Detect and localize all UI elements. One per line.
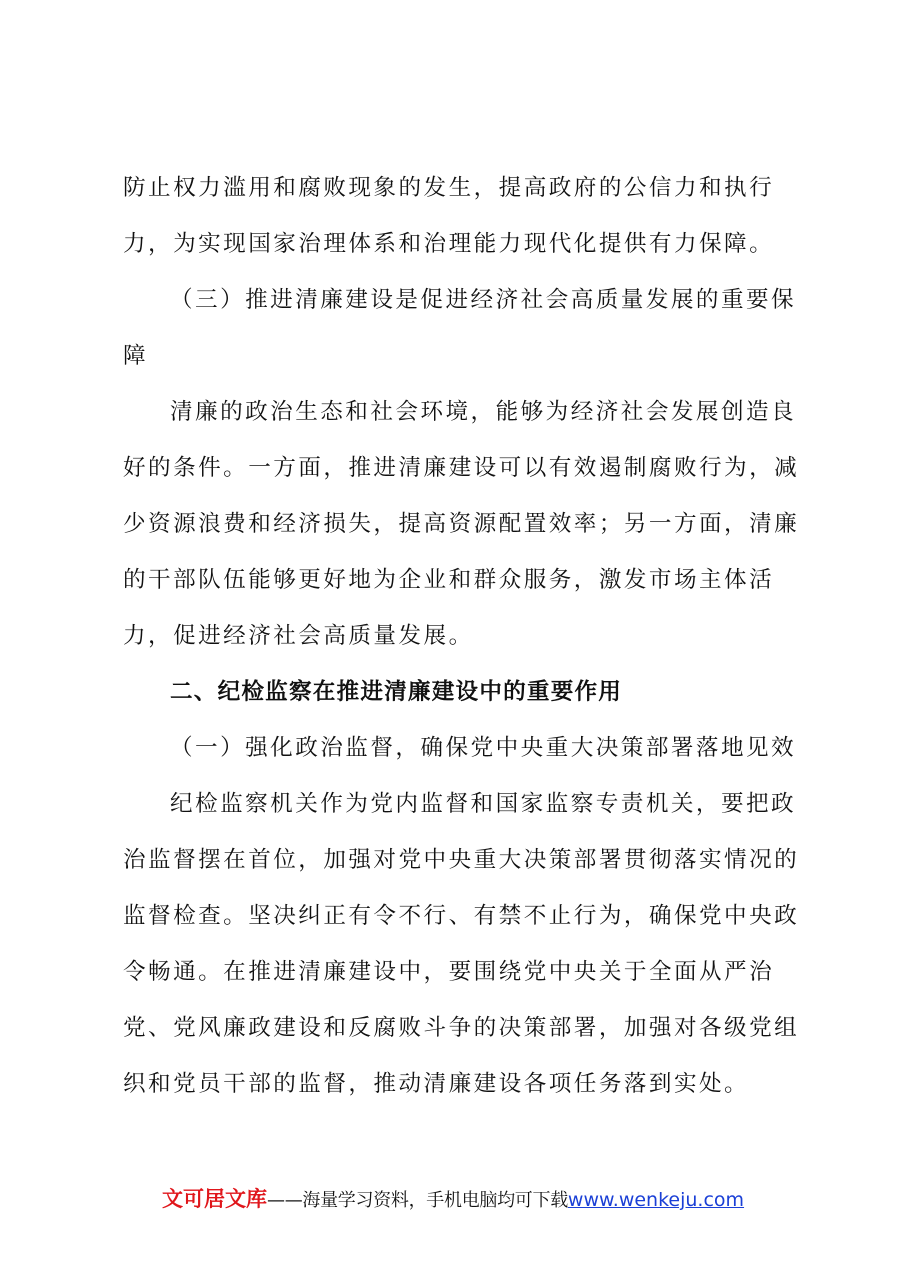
- page-footer: [162, 1183, 744, 1213]
- paragraph-line: 防止权力滥用和腐败现象的发生，提高政府的公信力和执行: [123, 175, 775, 201]
- paragraph-line: 力，为实现国家治理体系和治理能力现代化提供有力保障。: [123, 231, 775, 257]
- paragraph-line: 织和党员干部的监督，推动清廉建设各项任务落到实处。: [123, 1071, 750, 1097]
- section-heading-line: 障: [123, 343, 149, 369]
- footer-dash: ——: [267, 1190, 303, 1211]
- chapter-heading: 二、纪检监察在推进清廉建设中的重要作用: [170, 679, 623, 705]
- paragraph-line: 少资源浪费和经济损失，提高资源配置效率；另一方面，清廉: [123, 511, 800, 537]
- paragraph-line: 监督检查。坚决纠正有令不行、有禁不止行为，确保党中央政: [123, 903, 800, 929]
- paragraph-line: 的干部队伍能够更好地为企业和群众服务，激发市场主体活: [123, 567, 775, 593]
- section-heading-line: （三）推进清廉建设是促进经济社会高质量发展的重要保: [170, 287, 797, 313]
- paragraph-line: 纪检监察机关作为党内监督和国家监察专责机关，要把政: [170, 791, 797, 817]
- document-body: [123, 160, 800, 1112]
- paragraph-line: 好的条件。一方面，推进清廉建设可以有效遏制腐败行为，减: [123, 455, 800, 481]
- paragraph-line: 治监督摆在首位，加强对党中央重大决策部署贯彻落实情况的: [123, 847, 800, 873]
- footer-website-link[interactable]: www.wenkeju.com: [567, 1189, 745, 1211]
- section-heading-line: （一）强化政治监督，确保党中央重大决策部署落地见效: [170, 735, 797, 761]
- paragraph-line: 清廉的政治生态和社会环境，能够为经济社会发展创造良: [170, 399, 797, 425]
- footer-tagline: 海量学习资料，手机电脑均可下载: [302, 1190, 568, 1211]
- footer-brand: 文可居文库: [162, 1187, 267, 1211]
- paragraph-line: 党、党风廉政建设和反腐败斗争的决策部署，加强对各级党组: [123, 1015, 800, 1041]
- paragraph-line: 力，促进经济社会高质量发展。: [123, 623, 474, 649]
- paragraph-line: 令畅通。在推进清廉建设中，要围绕党中央关于全面从严治: [123, 959, 775, 985]
